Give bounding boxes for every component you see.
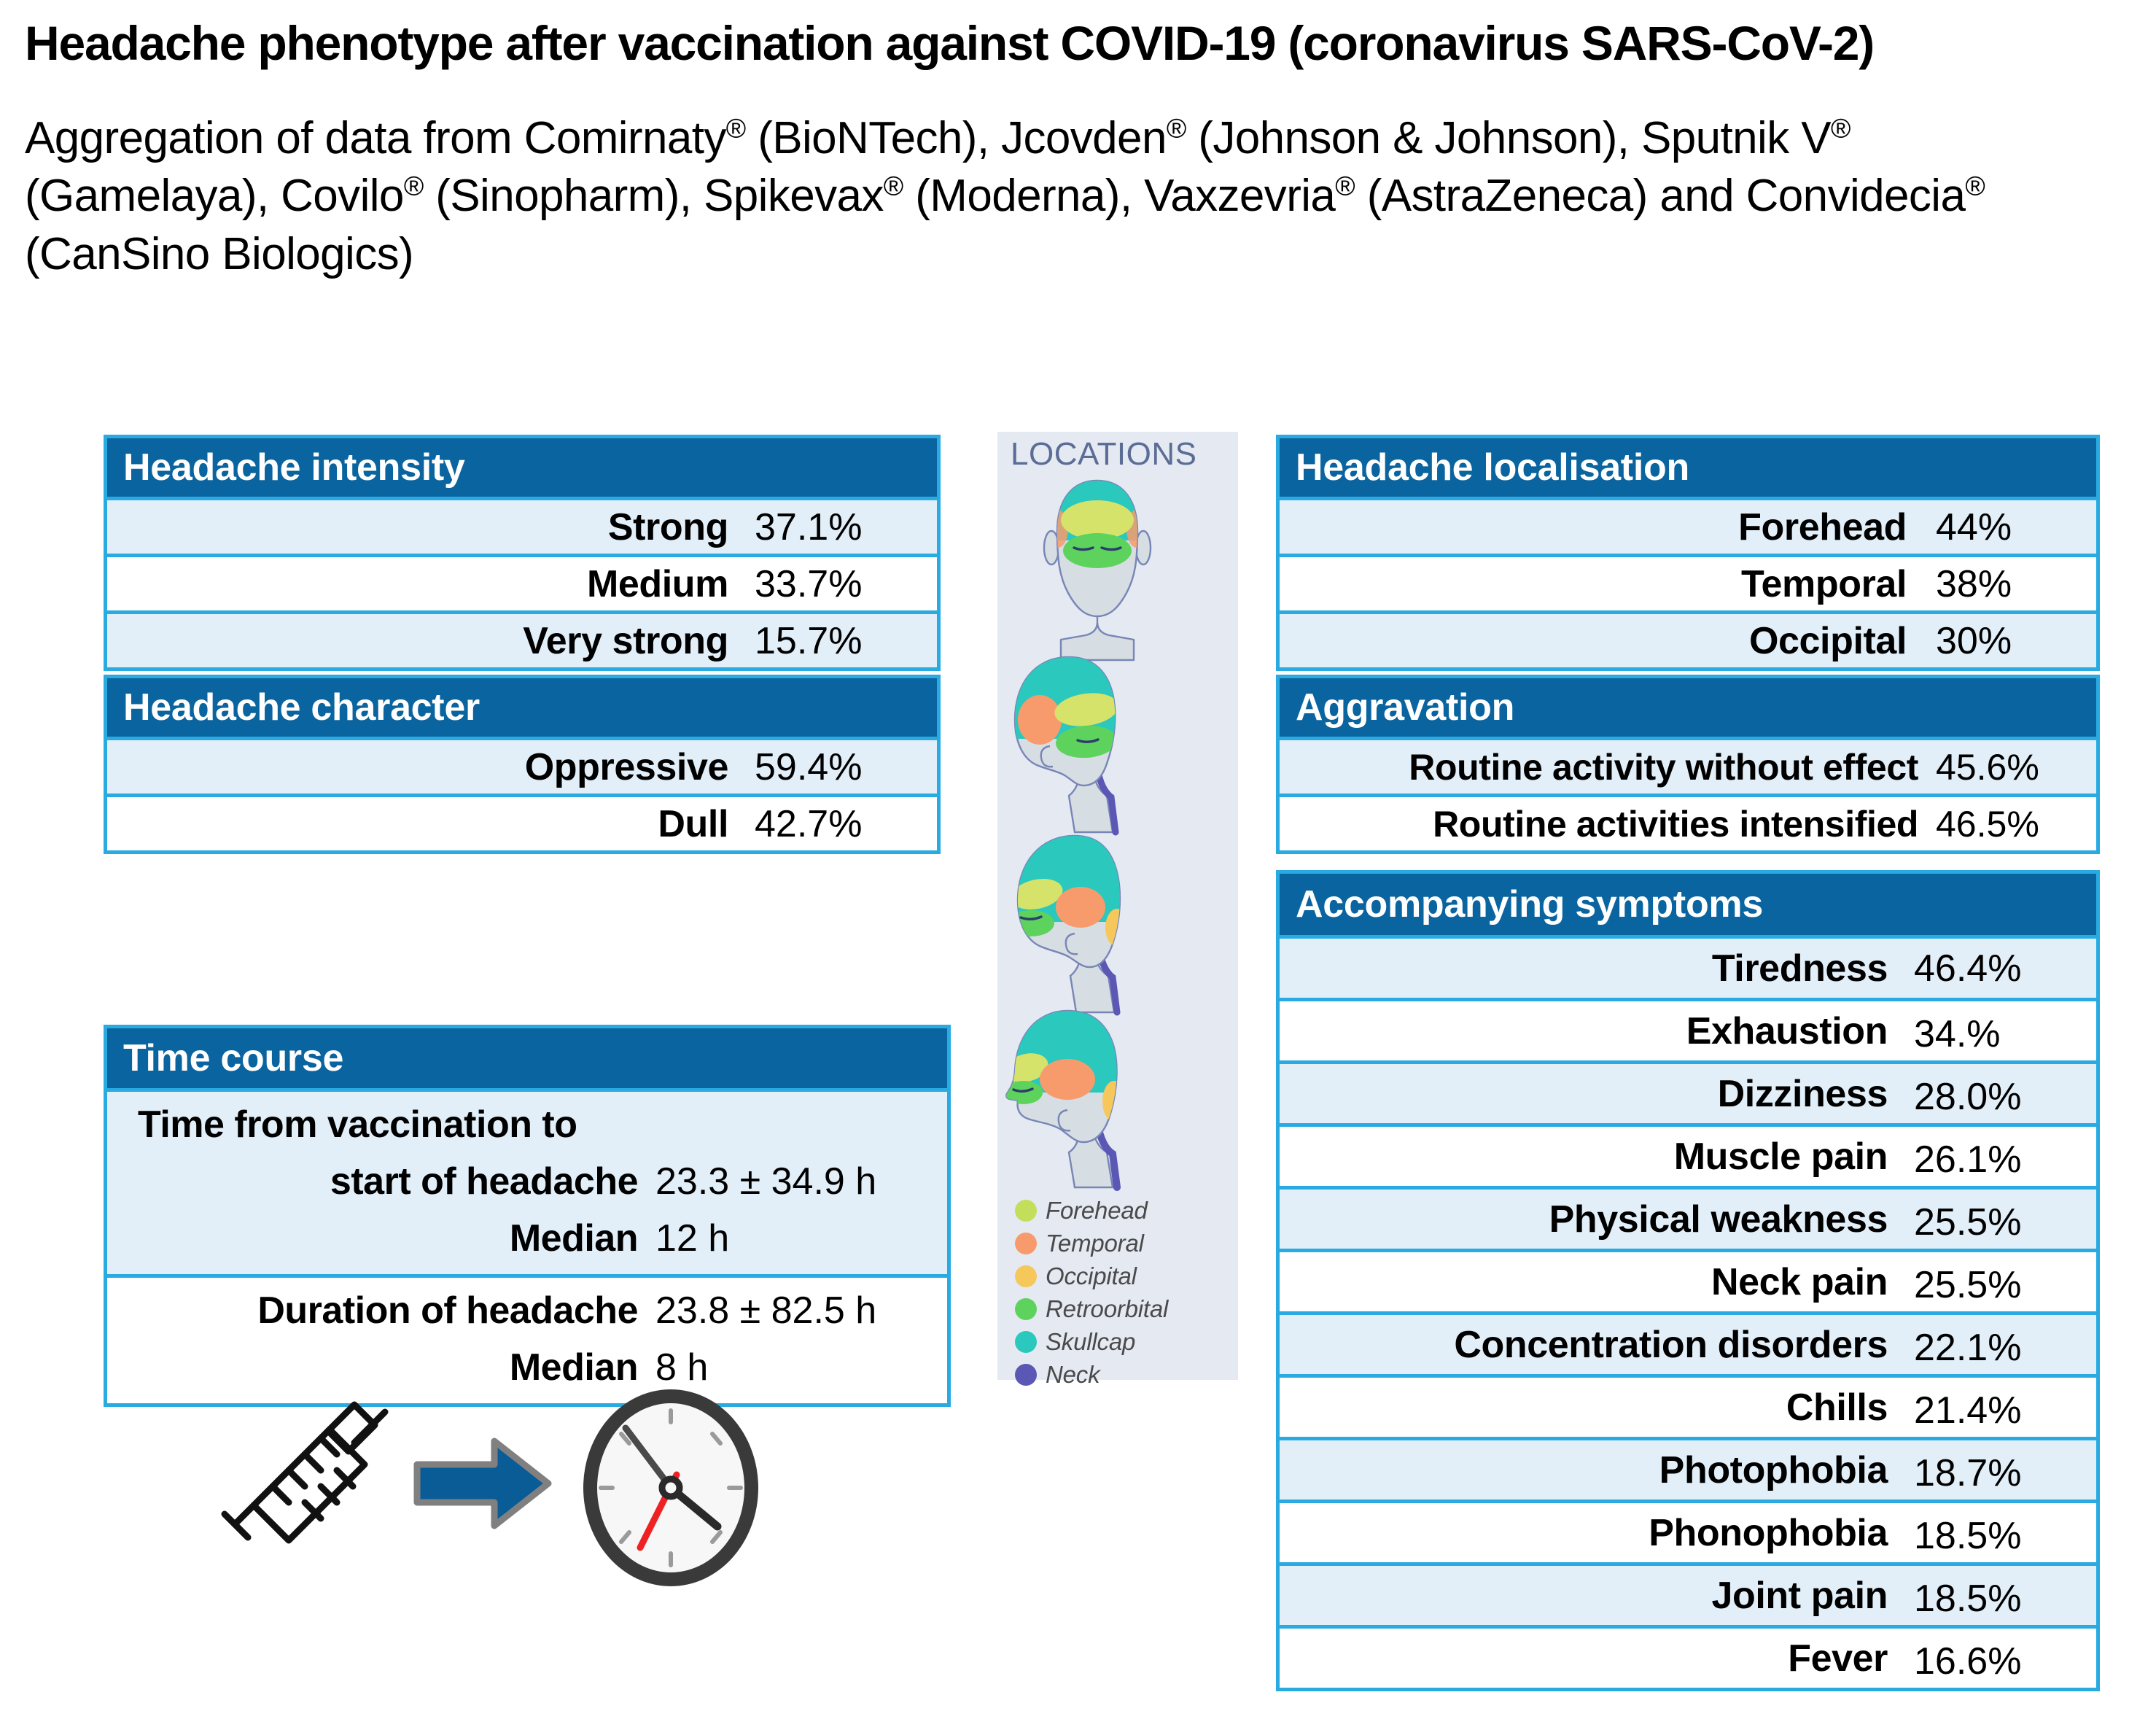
row-label: Dull [658, 802, 728, 845]
row-value: 45.6% [1936, 746, 2039, 788]
row-label: Fever [1788, 1637, 1888, 1680]
legend-item [1015, 1325, 1234, 1358]
legend-color-dot-temporal [1015, 1233, 1037, 1254]
row-label: Neck pain [1711, 1260, 1888, 1303]
legend-item [1015, 1292, 1234, 1325]
row-label: Phonophobia [1649, 1511, 1888, 1554]
page-title: Headache phenotype after vaccination against COVID-19 (coronavirus SARS-CoV-2) [25, 16, 1875, 70]
legend-label: Occipital [1046, 1262, 1137, 1289]
row-label: Duration of headache [257, 1289, 638, 1332]
subtitle-part-8: (CanSino Biologics) [25, 228, 414, 279]
row-value: 18.5% [1914, 1515, 2022, 1557]
row-label: Oppressive [524, 745, 728, 788]
right-arrow-icon [417, 1441, 548, 1526]
legend-item [1015, 1194, 1234, 1227]
legend-label: Retroorbital [1046, 1295, 1169, 1322]
head-three-quarter-view-2 [1008, 836, 1129, 1012]
row-value: 30% [1936, 619, 2012, 662]
subtitle-part-6: (Moderna), Vaxzevria [903, 171, 1336, 222]
table-row [1280, 497, 2096, 554]
legend-color-dot-forehead [1015, 1200, 1037, 1222]
table-row [107, 737, 937, 794]
row-value: 59.4% [755, 745, 863, 788]
row-label: Temporal [1741, 562, 1907, 605]
locations-panel [997, 432, 1238, 1388]
locations-title: LOCATIONS [1011, 436, 1197, 472]
row-label: start of headache [330, 1160, 638, 1203]
row-label: Muscle pain [1673, 1135, 1888, 1178]
row-value: 37.1% [755, 505, 863, 548]
table-header: Headache intensity [107, 438, 937, 497]
head-locations-diagram [997, 474, 1238, 1203]
row-label: Medium [586, 562, 728, 605]
row-value: 46.4% [1914, 947, 2022, 990]
row-value: 28.0% [1914, 1076, 2022, 1118]
registered-mark-icon: ® [1831, 112, 1850, 144]
legend-color-dot-neck [1015, 1364, 1037, 1386]
row-label: Photophobia [1659, 1448, 1888, 1491]
headache-localisation-table [1276, 435, 2100, 671]
accompanying-symptoms-table [1276, 870, 2100, 1691]
vaccination-to-time-illustration [219, 1386, 802, 1626]
row-label: Very strong [523, 619, 728, 662]
aggravation-table [1276, 675, 2100, 854]
row-value: 42.7% [755, 802, 863, 845]
row-value: 12 h [655, 1217, 730, 1260]
table-row [1280, 1437, 2096, 1499]
row-value: 44% [1936, 505, 2012, 548]
legend-label: Forehead [1046, 1196, 1148, 1224]
table-header: Headache localisation [1280, 438, 2096, 497]
row-label: Dizziness [1717, 1072, 1888, 1115]
row-value: 18.7% [1914, 1452, 2022, 1494]
row-value: 23.8 ± 82.5 h [655, 1289, 877, 1332]
head-side-profile-view [1002, 1011, 1126, 1187]
legend-item [1015, 1227, 1234, 1260]
table-row [1280, 1186, 2096, 1249]
clock-icon [583, 1389, 758, 1586]
table-row [1280, 1249, 2096, 1311]
row-label: Forehead [1738, 505, 1907, 548]
row-label: Exhaustion [1686, 1009, 1888, 1052]
time-course-duration-block [107, 1274, 947, 1403]
table-header: Accompanying symptoms [1280, 874, 2096, 935]
page-subtitle [25, 109, 2088, 283]
row-value: 25.5% [1914, 1264, 2022, 1306]
table-row [1280, 1562, 2096, 1625]
table-header: Aggravation [1280, 678, 2096, 737]
locations-legend [1015, 1194, 1234, 1391]
table-row [1280, 794, 2096, 850]
table-row [1280, 737, 2096, 794]
syringe-icon [225, 1405, 385, 1540]
registered-mark-icon: ® [1965, 170, 1985, 201]
subtitle-part-4: (Gamelaya), Covilo [25, 171, 404, 222]
row-value: 33.7% [755, 562, 863, 605]
table-row [1280, 1374, 2096, 1437]
subtitle-part-2: (BioNTech), Jcovden [745, 113, 1167, 163]
row-value: 15.7% [755, 619, 863, 662]
registered-mark-icon: ® [1166, 112, 1186, 144]
table-row [1280, 1060, 2096, 1123]
row-value: 16.6% [1914, 1640, 2022, 1683]
row-label: Median [509, 1346, 638, 1389]
table-row [107, 1210, 947, 1267]
subtitle-part-7: (AstraZeneca) and Convidecia [1355, 171, 1966, 222]
table-header: Time course [107, 1028, 947, 1088]
row-label: Median [509, 1217, 638, 1260]
row-value: 34.% [1914, 1013, 2001, 1055]
table-row [107, 1282, 947, 1339]
table-row [107, 1096, 947, 1153]
legend-label: Neck [1046, 1360, 1100, 1388]
row-label: Routine activities intensified [1433, 803, 1918, 845]
table-row [1280, 1625, 2096, 1688]
registered-mark-icon: ® [403, 170, 424, 201]
row-value: 23.3 ± 34.9 h [655, 1160, 877, 1203]
table-row [107, 1153, 947, 1210]
legend-color-dot-occipital [1015, 1265, 1037, 1287]
row-label: Physical weakness [1549, 1198, 1888, 1241]
row-value: 26.1% [1914, 1138, 2022, 1181]
table-row [107, 610, 937, 667]
row-label: Joint pain [1711, 1574, 1888, 1617]
table-row [107, 554, 937, 610]
registered-mark-icon: ® [1335, 170, 1355, 201]
table-row [1280, 610, 2096, 667]
row-value: 22.1% [1914, 1327, 2022, 1369]
registered-mark-icon: ® [883, 170, 903, 201]
table-row [1280, 1311, 2096, 1374]
table-row [1280, 1499, 2096, 1562]
row-label: Occipital [1748, 619, 1907, 662]
legend-label: Skullcap [1046, 1327, 1136, 1355]
row-value: 8 h [655, 1346, 709, 1389]
table-row [107, 794, 937, 850]
head-three-quarter-view-1 [1015, 657, 1121, 832]
row-label: Routine activity without effect [1409, 746, 1918, 788]
legend-color-dot-retroorbital [1015, 1298, 1037, 1320]
legend-item [1015, 1358, 1234, 1391]
headache-intensity-table [104, 435, 941, 671]
row-label: Chills [1786, 1386, 1888, 1429]
registered-mark-icon: ® [725, 112, 746, 144]
subtitle-part-3: (Johnson & Johnson), Sputnik V [1186, 113, 1832, 163]
table-row [1280, 935, 2096, 998]
table-row [1280, 998, 2096, 1060]
row-value: 46.5% [1936, 803, 2039, 845]
headache-character-table [104, 675, 941, 854]
subtitle-part-1: Aggregation of data from Comirnaty [25, 113, 726, 163]
legend-label: Temporal [1046, 1229, 1144, 1257]
head-front-view [1044, 481, 1151, 660]
legend-item [1015, 1260, 1234, 1292]
row-value: 18.5% [1914, 1578, 2022, 1620]
row-value: 25.5% [1914, 1201, 2022, 1244]
row-label: Time from vaccination to [138, 1103, 577, 1146]
row-value: 21.4% [1914, 1389, 2022, 1432]
table-row [107, 497, 937, 554]
row-label: Tiredness [1711, 947, 1888, 990]
row-label: Concentration disorders [1454, 1323, 1888, 1366]
time-course-onset-block [107, 1088, 947, 1274]
row-value: 38% [1936, 562, 2012, 605]
table-header: Headache character [107, 678, 937, 737]
legend-color-dot-skullcap [1015, 1331, 1037, 1353]
time-course-table [104, 1025, 951, 1407]
table-row [1280, 1123, 2096, 1186]
table-row [1280, 554, 2096, 610]
subtitle-part-5: (Sinopharm), Spikevax [423, 171, 884, 222]
row-label: Strong [607, 505, 728, 548]
